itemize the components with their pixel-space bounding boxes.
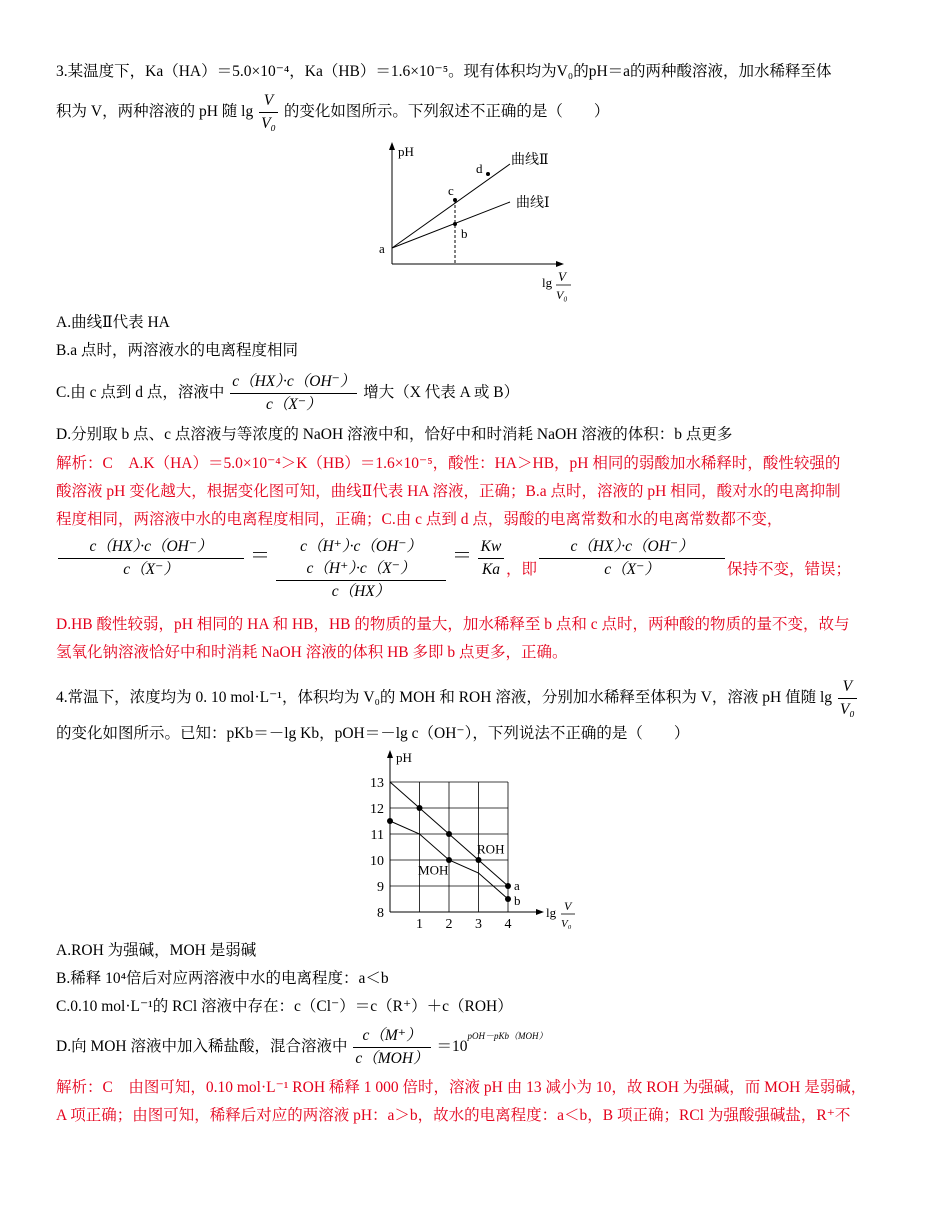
q4-option-c: C.0.10 mol·L⁻¹的 RCl 溶液中存在：c（Cl⁻）＝c（R⁺）＋c（ROH）	[56, 998, 513, 1015]
q4-x-tick-label: 1	[416, 917, 423, 932]
eq-fraction-2	[276, 536, 446, 603]
eq-fraction-3	[478, 536, 504, 581]
q4-answer-line1: 解析：C 由图可知，0.10 mol·L⁻¹ ROH 稀释 1 000 倍时，溶液 pH 由 13 减小为 10，故 ROH 为强碱，而 MOH 是弱碱，	[56, 1079, 867, 1096]
q3-curve-2-label: 曲线Ⅱ	[511, 153, 549, 168]
q3-x-axis-arrow	[556, 261, 564, 267]
q4-x-tick-label: 3	[475, 917, 482, 932]
fraction-numerator: Kw	[478, 536, 504, 559]
fraction-denominator: c（MOH）	[355, 1050, 429, 1067]
q3-y-label: pH	[398, 144, 414, 159]
fraction-numerator: V	[838, 676, 857, 699]
q4-chart	[360, 748, 590, 938]
eq-fraction-4	[539, 536, 725, 581]
q4-point-roh	[476, 857, 482, 863]
q3-point-c	[453, 198, 457, 202]
fraction-numerator: c（HX）·c（OH⁻）	[230, 371, 357, 394]
eq-fraction-1	[58, 536, 244, 581]
q4-y-axis-arrow	[387, 750, 393, 758]
q4-series-label-moh: MOH	[418, 862, 449, 878]
q4-y-tick-label: 10	[370, 854, 384, 869]
fraction-denominator: Ka	[481, 561, 501, 578]
q4-point-roh	[446, 831, 452, 837]
q4-stem-line2: 的变化如图所示。已知：pKb＝－lg Kb，pOH＝－lg c（OH⁻），下列说法不正确的是（ ）	[56, 725, 690, 742]
q3-stem-line1: 3.某温度下，Ka（HA）＝5.0×10⁻⁴，Ka（HB）＝1.6×10⁻⁵。现有体积均为V₀的pH＝a的两种酸溶液，加水稀释至体	[56, 63, 832, 80]
q3-x-frac-den: V₀	[556, 288, 568, 302]
q4-option-d-fraction	[353, 1025, 430, 1070]
q3-label-c: c	[448, 183, 454, 198]
q4-y-tick-label: 13	[370, 776, 384, 791]
q4-option-a: A.ROH 为强碱，MOH 是弱碱	[56, 942, 257, 959]
q3-option-a: A.曲线Ⅱ代表 HA	[56, 314, 170, 331]
q3-curve-1-label: 曲线Ⅰ	[516, 196, 550, 211]
q3-answer-line4: D.HB 酸性较弱，pH 相同的 HA 和 HB，HB 的物质的量大，加水稀释至 b 点和 c 点时，两种酸的物质的量不变，故与	[56, 616, 850, 633]
q3-answer-line1: 解析：C A.K（HA）＝5.0×10⁻⁴＞K（HB）＝1.6×10⁻⁵，酸性：HA＞HB，pH 相同的弱酸加水稀释时，酸性较强的	[56, 455, 841, 472]
eq-equals-2: ＝	[452, 545, 472, 567]
q4-x-frac-num: V	[564, 899, 572, 913]
q4-y-label: pH	[396, 750, 412, 765]
q4-end-label-a: a	[514, 878, 520, 893]
q4-option-d-pre: D.向 MOH 溶液中加入稀盐酸，混合溶液中	[56, 1038, 348, 1056]
q4-answer-line2: A 项正确；由图可知，稀释后对应的两溶液 pH：a＞b，故水的电离程度：a＜b，B 项正确；RCl 为强酸强碱盐，R⁺不	[56, 1107, 851, 1124]
q3-option-d: D.分别取 b 点、c 点溶液与等浓度的 NaOH 溶液中和，恰好中和时消耗 NaOH 溶液的体积：b 点更多	[56, 426, 733, 443]
q3-option-c-fraction	[230, 371, 357, 416]
fraction-denominator: c（HX）	[331, 583, 391, 600]
fraction-numerator: V	[259, 90, 278, 113]
q4-option-d-exponent: pOH－pKb（MOH）	[467, 1030, 548, 1041]
q3-option-b: B.a 点时，两溶液水的电离程度相同	[56, 342, 298, 359]
q3-option-c-post: 增大（X 代表 A 或 B）	[363, 384, 520, 402]
eq-mid-text: ，即	[506, 561, 538, 578]
q3-curve-2	[392, 164, 510, 248]
q3-answer-equation	[56, 536, 851, 603]
fraction-denominator: V₀	[261, 115, 276, 132]
eq-fraction-2-num-b: c（H⁺）·c（X⁻）	[276, 558, 446, 581]
q3-curve-1	[392, 202, 510, 248]
q4-y-tick-label: 9	[377, 880, 384, 895]
q3-point-d	[486, 172, 490, 176]
q4-grid	[387, 750, 544, 915]
q4-y-tick-label: 8	[377, 906, 384, 921]
q4-point-moh	[387, 818, 393, 824]
fraction-denominator: c（X⁻）	[266, 396, 322, 413]
q3-option-c-pre: C.由 c 点到 d 点，溶液中	[56, 384, 225, 402]
q3-label-b: b	[461, 226, 468, 241]
fraction-numerator: c（HX）·c（OH⁻）	[539, 536, 725, 559]
q3-option-c	[56, 371, 519, 416]
q4-y-tick-label: 12	[370, 802, 384, 817]
eq-equals-1: ＝	[250, 545, 270, 567]
q3-answer-line3: 程度相同，两溶液中水的电离程度相同，正确；C.由 c 点到 d 点，弱酸的电离常数和水的电离常数都不变，	[56, 511, 783, 528]
q4-x-frac-den: V₀	[561, 918, 572, 930]
q4-x-tick-label: 4	[504, 917, 512, 932]
q3-stem-line2	[56, 90, 609, 135]
q4-point-roh	[505, 883, 511, 889]
q4-end-label-b: b	[514, 893, 521, 908]
q4-labels	[396, 750, 575, 930]
fraction-denominator: c（X⁻）	[604, 561, 660, 578]
q4-stem-fraction	[838, 676, 857, 721]
q3-label-d: d	[476, 161, 483, 176]
fraction-numerator: c（M⁺）	[353, 1025, 430, 1048]
q4-option-b: B.稀释 10⁴倍后对应两溶液中水的电离程度：a＜b	[56, 970, 389, 987]
q4-x-tick-label: 2	[445, 917, 453, 932]
q3-stem-fraction	[259, 90, 278, 135]
fraction-denominator: V₀	[839, 701, 855, 718]
eq-post-text: 保持不变，错误；	[727, 561, 852, 578]
q4-x-axis-arrow	[536, 909, 544, 915]
q3-chart	[370, 140, 590, 310]
q3-y-axis-arrow	[389, 142, 395, 150]
q4-point-roh	[417, 805, 423, 811]
q4-y-tick-label: 11	[370, 828, 384, 843]
q3-x-frac-num: V	[558, 269, 566, 284]
q4-point-moh	[505, 896, 511, 902]
fraction-denominator: c（X⁻）	[123, 561, 179, 578]
q3-stem-line2-pre: 积为 V，两种溶液的 pH 随 lg	[56, 103, 254, 121]
fraction-numerator: c（HX）·c（OH⁻）	[58, 536, 244, 559]
q4-option-d	[56, 1025, 547, 1070]
q4-stem-line1-text: 4.常温下，浓度均为 0. 10 mol·L⁻¹，体积均为 V₀的 MOH 和 ROH 溶液，分别加水稀释至体积为 V，溶液 pH 值随 lg	[56, 689, 833, 707]
q4-option-d-post: ＝10	[436, 1038, 468, 1056]
q4-series-label-roh: ROH	[477, 841, 505, 857]
q4-x-label-prefix: lg	[546, 905, 557, 920]
q4-stem-line1	[56, 676, 859, 721]
q3-answer-line2: 酸溶液 pH 变化越大，根据变化图可知，曲线Ⅱ代表 HA 溶液，正确；B.a 点时，溶液的 pH 相同，酸对水的电离抑制	[56, 483, 841, 500]
q3-x-label: lg	[542, 275, 553, 290]
q3-origin-label: a	[379, 241, 385, 256]
q3-point-b	[453, 222, 457, 226]
q3-stem-line2-post: 的变化如图所示。下列叙述不正确的是（ ）	[283, 103, 610, 121]
q3-answer-line5: 氢氧化钠溶液恰好中和时消耗 NaOH 溶液的体积 HB 多即 b 点更多，正确。	[56, 644, 568, 661]
eq-fraction-2-num-a: c（H⁺）·c（OH⁻）	[300, 538, 422, 555]
